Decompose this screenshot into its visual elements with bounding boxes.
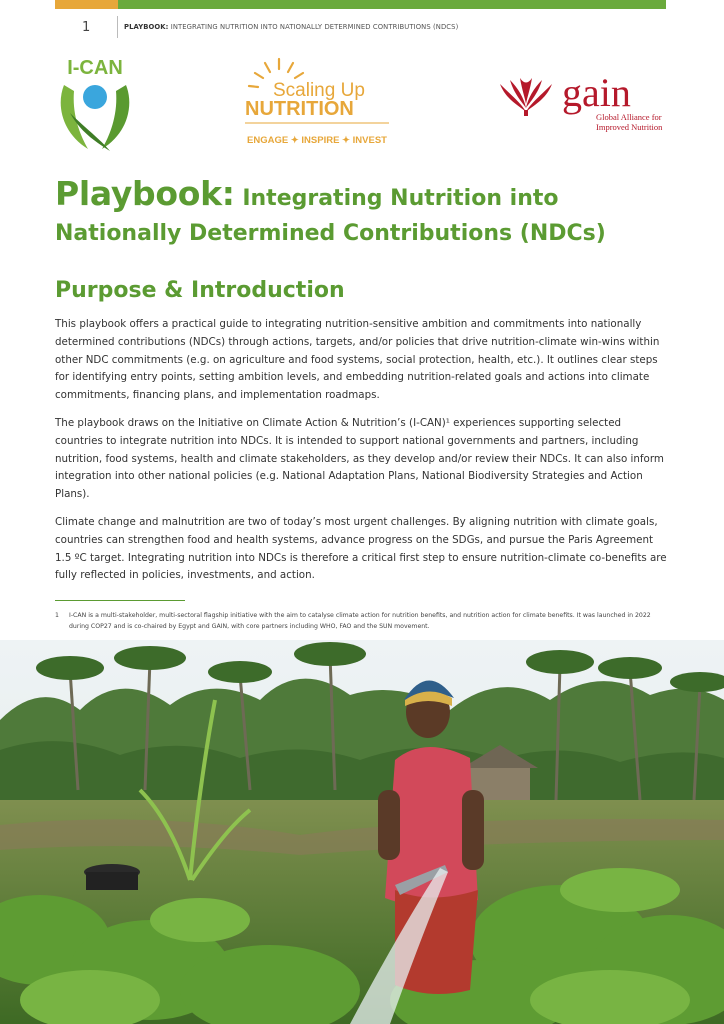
footnote — [55, 610, 667, 632]
ican-logo — [54, 55, 136, 155]
sun-logo-line1: Scaling Up — [273, 80, 365, 101]
footnote-rule — [55, 600, 185, 601]
paragraph: The playbook draws on the Initiative on Climate Action & Nutrition’s (I-CAN)¹ experiences supporting selected countries to integrate nutrition into NDCs. It is intended to support national governments and partners, including nutrition, food systems, health and climate stakeholders, as they develop and/or review their NDCs. It can also inform integration into other national policies (e.g. National Adaptation Plans, National Biodiversity Strategies and Action Plans). — [55, 416, 664, 501]
title-line2: Nationally Determined Contributions (NDCs) — [55, 221, 606, 246]
body-text — [55, 316, 667, 595]
paragraph: Climate change and malnutrition are two of today’s most urgent challenges. By aligning nutrition with climate goals, countries can strengthen food and health systems, advance progress on the SDGs, and pursue the Paris Agreement 1.5 ºC target. Integrating nutrition into NDCs is therefore a critical first step to ensure nutrition-climate co-benefits are fully reflected in policies, investments, and action. — [55, 515, 667, 582]
running-title-text: INTEGRATING NUTRITION INTO NATIONALLY DETERMINED CONTRIBUTIONS (NDCS) — [168, 23, 459, 31]
sun-logo-line2: NUTRITION — [245, 98, 354, 120]
gain-logo-sub2: Improved Nutrition — [596, 122, 663, 132]
header-divider — [117, 16, 118, 38]
footnote-number: 1 — [55, 612, 59, 619]
gain-logo-text: gain — [562, 70, 631, 115]
running-title-bold: PLAYBOOK: — [124, 23, 169, 31]
title-lead: Playbook: — [55, 174, 235, 213]
section-heading: Purpose & Introduction — [55, 278, 345, 303]
page-number: 1 — [82, 19, 91, 35]
top-bar-green-segment — [118, 0, 666, 9]
running-title — [124, 23, 458, 31]
title-line1-rest: Integrating Nutrition into — [234, 186, 559, 211]
running-header — [55, 16, 666, 38]
sun-logo-tagline: ENGAGE ✦ INSPIRE ✦ INVEST — [247, 135, 387, 146]
cover-photo — [0, 640, 724, 1024]
page-title — [55, 174, 695, 246]
paragraph: This playbook offers a practical guide to integrating nutrition-sensitive ambition and commitments into nationally determined contributions (NDCs) through actions, targets, and/or policies that drive nutrition-climate win-wins within other NDC commitments (e.g. on agriculture and food systems, social protection, health, etc.). It outlines clear steps for identifying entry points, setting ambition levels, and embedding nutrition-related goals and actions into climate commitments, financing plans, and implementation roadmaps. — [55, 318, 660, 402]
gain-logo — [496, 70, 674, 134]
top-color-bar — [55, 0, 666, 9]
top-bar-orange-segment — [55, 0, 118, 9]
sun-logo — [243, 55, 393, 147]
footnote-text: I-CAN is a multi-stakeholder, multi-sectoral flagship initiative with the aim to catalyse climate action for nutrition benefits, and nutrition action for climate benefits. It was launched in 2022 during COP27 and is co-chaired by Egypt and GAIN, with core partners including WHO, FAO and the SUN movement. — [69, 612, 651, 630]
gain-logo-sub1: Global Alliance for — [596, 112, 662, 122]
ican-logo-text: I-CAN — [67, 57, 123, 79]
